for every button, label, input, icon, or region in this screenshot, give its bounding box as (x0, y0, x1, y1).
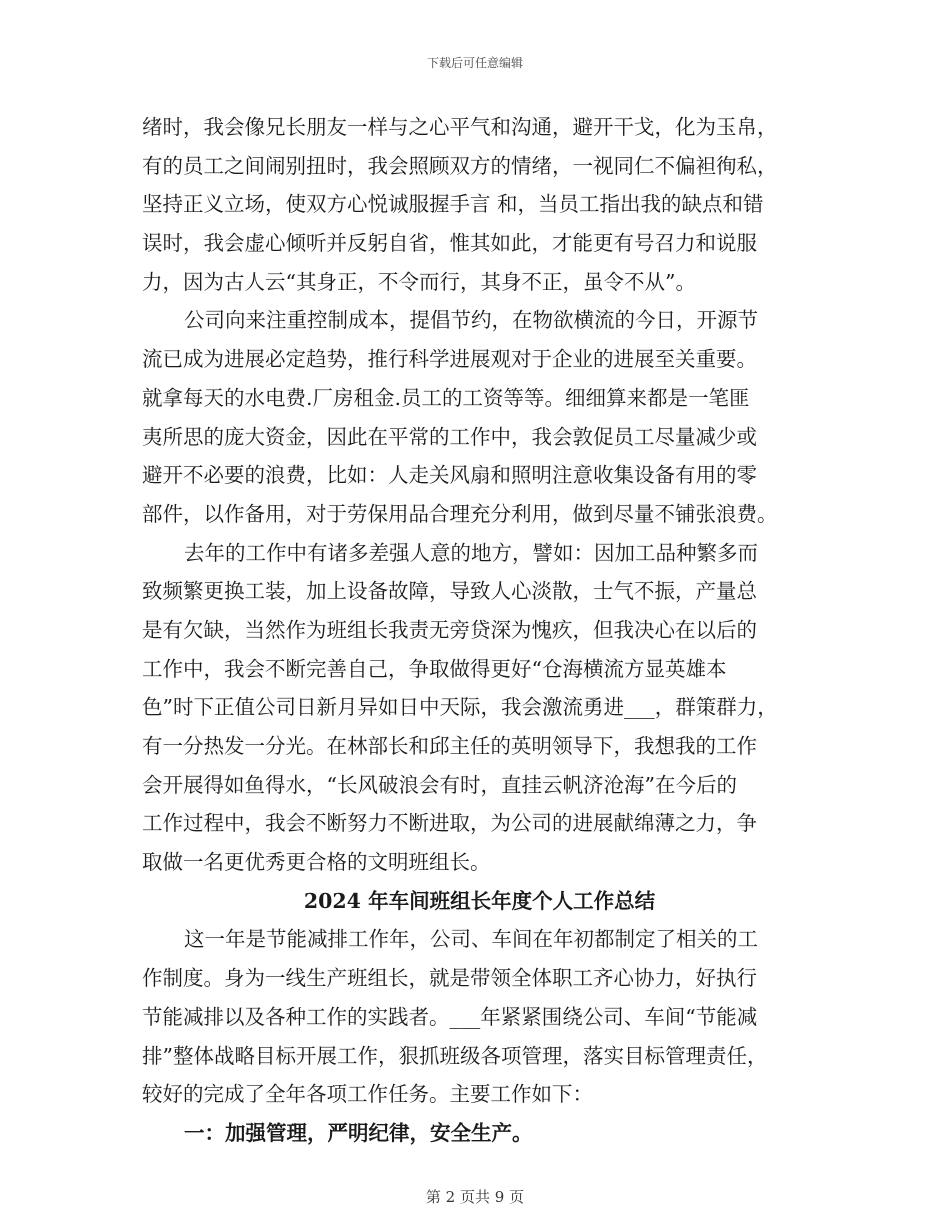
text-line: 工作中，我会不断完善自己，争取做得更好“仓海横流方显英雄本 (142, 656, 727, 681)
text-line: 夷所思的庞大资金，因此在平常的工作中，我会敦促员工尽量减少或 (142, 424, 757, 449)
document-body (142, 108, 817, 1153)
subsection-heading: 一：加强管理，严明纪律，安全生产。 (184, 1120, 533, 1145)
text-line: 流已成为进展必定趋势，推行科学进展观对于企业的进展至关重要。 (142, 347, 757, 372)
text-line: 会开展得如鱼得水，“长风破浪会有时，直挂云帆济沧海”在今后的 (142, 772, 737, 797)
text-line: 避开不必要的浪费，比如：人走关风扇和照明注意收集设备有用的零 (142, 463, 757, 488)
text-line: 误时，我会虚心倾听并反躬自省，惟其如此，才能更有号召力和说服 (142, 231, 757, 256)
text-line: 节能减排以及各种工作的实践者。___年紧紧围绕公司、车间“节能减 (142, 1004, 758, 1029)
text-line: 绪时，我会像兄长朋友一样与之心平气和沟通，避开干戈，化为玉帛， (142, 115, 778, 139)
page-number: 第 2 页共 9 页 (425, 1188, 525, 1206)
text-line: 色”时下正值公司日新月异如日中天际，我会激流勇进___，群策群力， (142, 695, 778, 720)
text-line: 去年的工作中有诸多差强人意的地方，譬如：因加工品种繁多而 (184, 540, 758, 565)
text-line: 公司向来注重控制成本，提倡节约，在物欲横流的今日，开源节 (184, 308, 758, 333)
text-line: 力，因为古人云“其身正，不令而行，其身不正，虽令不从”。 (142, 269, 696, 294)
text-line: 是有欠缺，当然作为班组长我责无旁贷深为愧疚，但我决心在以后的 (142, 617, 757, 642)
section-title: 2024 年车间班组长年度个人工作总结 (303, 888, 656, 913)
text-line: 部件，以作备用，对于劳保用品合理充分利用，做到尽量不铺张浪费。 (142, 501, 778, 526)
text-line: 作制度。身为一线生产班组长，就是带领全体职工齐心协力，好执行 (142, 966, 757, 991)
text-line: 较好的完成了全年各项工作任务。主要工作如下： (142, 1082, 593, 1107)
text-line: 致频繁更换工装，加上设备故障，导致人心淡散，士气不振，产量总 (142, 579, 757, 604)
text-line: 工作过程中，我会不断努力不断进取，为公司的进展献绵薄之力，争 (142, 811, 757, 836)
text-line: 排”整体战略目标开展工作，狠抓班级各项管理，落实目标管理责任， (142, 1043, 768, 1068)
text-line: 这一年是节能减排工作年，公司、车间在年初都制定了相关的工 (184, 927, 758, 952)
text-line: 坚持正义立场，使双方心悦诚服握手言 和，当员工指出我的缺点和错 (142, 192, 764, 217)
text-line: 就拿每天的水电费.厂房租金.员工的工资等等。细细算来都是一笔匪 (142, 385, 750, 410)
page-header: 下载后可任意编辑 (426, 56, 523, 70)
text-line: 有的员工之间闹别扭时，我会照顾双方的情绪，一视同仁不偏袒徇私， (142, 153, 778, 178)
text-line: 有一分热发一分光。在林部长和邱主任的英明领导下，我想我的工作 (142, 734, 757, 758)
text-line: 取做一名更优秀更合格的文明班组长。 (142, 850, 491, 875)
